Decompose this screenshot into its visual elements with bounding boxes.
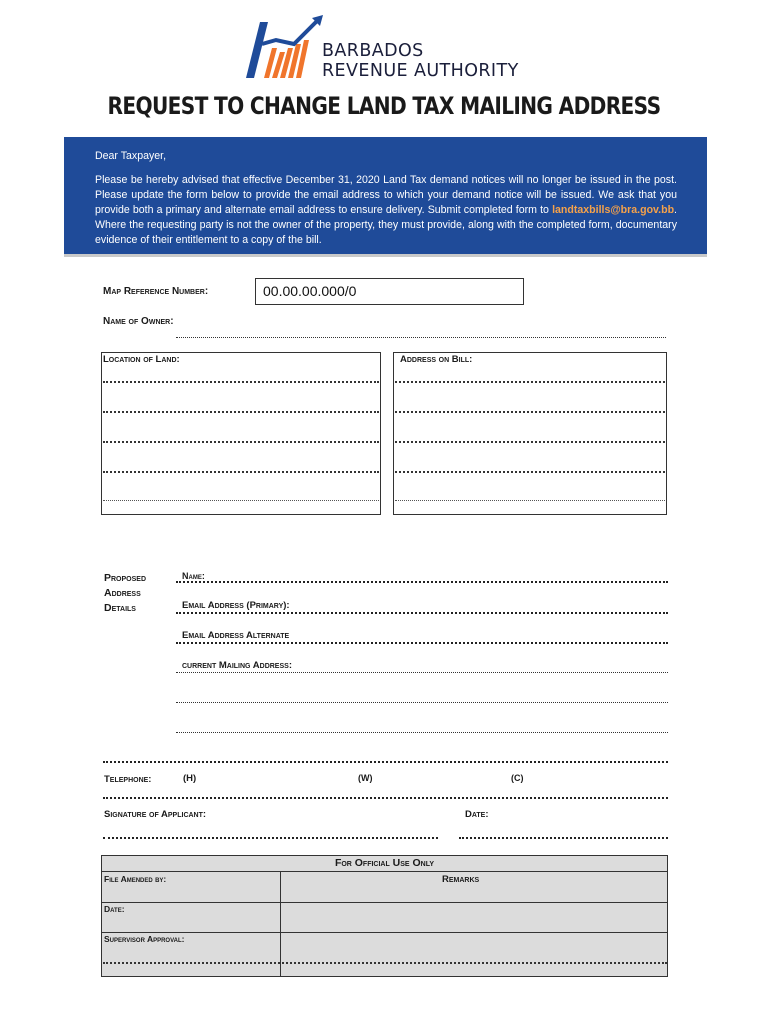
bra-logo-mark-icon bbox=[246, 14, 326, 80]
location-of-land-box[interactable] bbox=[101, 352, 381, 515]
remarks-label: Remarks bbox=[442, 874, 480, 885]
current-mailing-field-4[interactable] bbox=[103, 761, 668, 763]
telephone-label: Telephone: bbox=[104, 774, 152, 785]
owner-label: Name of Owner: bbox=[103, 316, 174, 327]
signature-field[interactable] bbox=[103, 837, 438, 839]
current-mailing-field-1[interactable] bbox=[176, 672, 668, 673]
tel-home-label: (H) bbox=[183, 773, 197, 784]
telephone-field[interactable] bbox=[103, 797, 668, 799]
notice-banner bbox=[64, 137, 707, 254]
date-label: Date: bbox=[465, 809, 489, 820]
tel-cell-label: (C) bbox=[511, 773, 524, 783]
proposed-label: Proposed Address Details bbox=[104, 572, 147, 614]
file-amended-label: File Amended by: bbox=[104, 874, 167, 884]
form-title: REQUEST TO CHANGE LAND TAX MAILING ADDRESS bbox=[107, 92, 661, 120]
notice-greeting: Dear Taxpayer, bbox=[95, 150, 167, 162]
official-date-label: Date: bbox=[104, 904, 125, 914]
map-ref-field[interactable]: 00.00.00.000/0 bbox=[255, 278, 524, 305]
email-primary-label: Email Address (Primary): bbox=[182, 600, 290, 611]
address-bill-label: Address on Bill: bbox=[400, 354, 473, 365]
name-label: Name: bbox=[182, 571, 205, 581]
email-alt-label: Email Address Alternate bbox=[182, 630, 290, 641]
location-label: Location of Land: bbox=[103, 354, 180, 365]
notice-body: Please be hereby advised that effective December 31, 2020 Land Tax demand notices will no longer be issued in the post. Please update the form below to provide the email address to which your demand notice will be issued. We ask that you provide both a primary and alternate email address to ensure delivery. Submit completed form to landtaxbills@bra.gov.bb. Where the requesting party is not the owner of the property, they must provide, along with the completed form, documentary evidence of their entitlement to a copy of the bill. bbox=[95, 174, 677, 246]
email-link[interactable]: landtaxbills@bra.gov.bb bbox=[552, 204, 675, 216]
current-mailing-label: current Mailing Address: bbox=[182, 660, 292, 671]
date-field[interactable] bbox=[459, 837, 668, 839]
signature-label: Signature of Applicant: bbox=[104, 809, 207, 820]
address-on-bill-box[interactable] bbox=[393, 352, 667, 515]
bra-logo bbox=[246, 14, 536, 84]
owner-field[interactable] bbox=[176, 337, 666, 338]
current-mailing-field-3[interactable] bbox=[176, 732, 668, 733]
official-use-table bbox=[101, 855, 668, 977]
current-mailing-field-2[interactable] bbox=[176, 702, 668, 703]
notice-shadow bbox=[64, 254, 707, 257]
tel-work-label: (W) bbox=[358, 773, 373, 783]
supervisor-label: Supervisor Approval: bbox=[104, 934, 185, 944]
official-dotted-line bbox=[103, 962, 667, 964]
name-field[interactable] bbox=[176, 581, 668, 583]
map-ref-label: Map Reference Number: bbox=[103, 286, 209, 297]
email-primary-field[interactable] bbox=[176, 612, 668, 614]
org-name: BARBADOS REVENUE AUTHORITY bbox=[322, 41, 519, 81]
official-use-title: For Official Use Only bbox=[102, 856, 667, 872]
email-alt-field[interactable] bbox=[176, 642, 668, 644]
